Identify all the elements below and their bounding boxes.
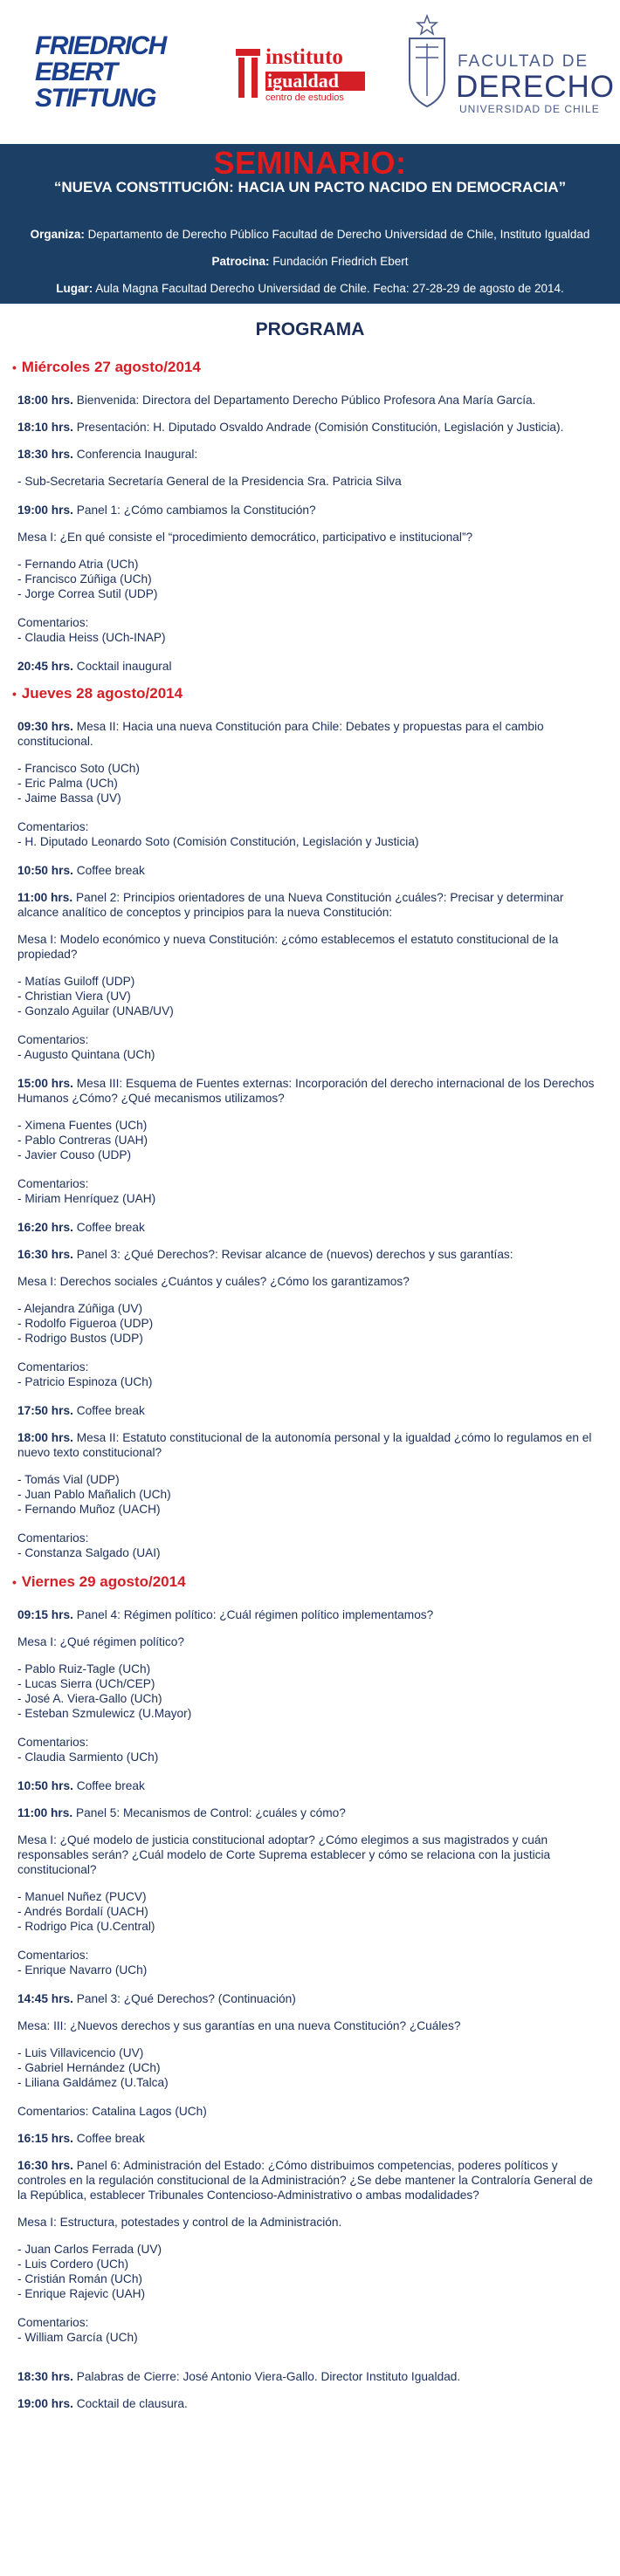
lugar-line: Lugar: Aula Magna Facultad Derecho Universidad de Chile. Fecha: 27-28-29 de agosto de 2014. xyxy=(56,282,564,295)
entry-text: Coffee break xyxy=(72,864,145,877)
speaker-list xyxy=(17,1735,603,1764)
entry-text: Panel 5: Mecanismos de Control: ¿cuáles y cómo? xyxy=(72,1806,346,1819)
list-item: Comentarios: xyxy=(17,1360,89,1374)
program-entry xyxy=(17,1274,603,1289)
entry-text: Mesa I: ¿En qué consiste el “procedimiento democrático, participativo e institucional”? xyxy=(17,531,473,544)
list-item: Comentarios: xyxy=(17,1033,89,1046)
program-entry xyxy=(17,719,603,749)
list-item: - Lucas Sierra (UCh/CEP) xyxy=(17,1677,155,1690)
program-entry xyxy=(17,2158,603,2203)
entry-time: 11:00 hrs. xyxy=(17,1806,73,1819)
list-item: - Matías Guiloff (UDP) xyxy=(17,975,135,988)
list-item: - William García (UCh) xyxy=(17,2331,138,2344)
list-item: - Gabriel Hernández (UCh) xyxy=(17,2061,161,2074)
list-item: - Gonzalo Aguilar (UNAB/UV) xyxy=(17,1004,174,1017)
entry-time: 19:00 hrs. xyxy=(17,504,73,517)
list-item: - Patricio Espinoza (UCh) xyxy=(17,1375,153,1388)
list-item: - Rodolfo Figueroa (UDP) xyxy=(17,1317,154,1330)
program-entry xyxy=(17,1247,603,1262)
entry-time: 11:00 hrs. xyxy=(17,891,73,904)
entry-time: 16:15 hrs. xyxy=(17,2132,73,2145)
program-entry xyxy=(17,2369,603,2384)
day-heading: • Jueves 28 agosto/2014 xyxy=(12,685,183,702)
speaker-list xyxy=(17,615,603,645)
entry-text: Cocktail inaugural xyxy=(72,660,172,673)
list-item: - Augusto Quintana (UCh) xyxy=(17,1048,155,1061)
entry-time: 18:10 hrs. xyxy=(17,421,73,434)
list-item: - Andrés Bordalí (UACH) xyxy=(17,1905,148,1918)
speaker-list xyxy=(17,1661,603,1721)
list-item: Comentarios: xyxy=(17,2316,89,2329)
bullet-icon: • xyxy=(12,1575,20,1589)
program-entry xyxy=(17,1220,603,1235)
entry-text: Presentación: H. Diputado Osvaldo Andrade (Comisión Constitución, Legislación y Justicia). xyxy=(72,421,564,434)
program-entry xyxy=(17,659,603,674)
list-item: - Miriam Henríquez (UAH) xyxy=(17,1192,156,1205)
entry-time: 15:00 hrs. xyxy=(17,1077,73,1090)
list-item: - Enrique Rajevic (UAH) xyxy=(17,2287,146,2300)
program-entry xyxy=(17,420,603,435)
entry-text: Conferencia Inaugural: xyxy=(72,448,198,461)
program-entry xyxy=(17,2131,603,2146)
list-item: - Manuel Nuñez (PUCV) xyxy=(17,1890,147,1903)
entry-text: Panel 6: Administración del Estado: ¿Cómo distribuimos competencias, poderes políticos y controles en la regulación constitucional de la Administración? ¿Se debe mantener la Contraloría General de la República, establecer Tribunales Contencioso-Administrativo o ambas modalidades? xyxy=(17,2159,593,2202)
entry-time: 10:50 hrs. xyxy=(17,864,73,877)
list-item: - Fernando Atria (UCh) xyxy=(17,558,139,571)
facultad-derecho-logo: FACULTAD DE DERECHO UNIVERSIDAD DE CHILE xyxy=(400,12,601,117)
entry-time: 17:50 hrs. xyxy=(17,1404,73,1417)
list-item: - Cristián Román (UCh) xyxy=(17,2272,142,2285)
list-item: - Rodrigo Pica (U.Central) xyxy=(17,1920,155,1933)
list-item: - Jaime Bassa (UV) xyxy=(17,791,121,805)
instituto-igualdad-logo: instituto igualdad centro de estudios xyxy=(231,44,363,105)
speaker-list xyxy=(17,2315,603,2345)
list-item: - Tomás Vial (UDP) xyxy=(17,1473,120,1486)
program-entry xyxy=(17,2018,603,2033)
entry-text: Panel 4: Régimen político: ¿Cuál régimen político implementamos? xyxy=(72,1608,434,1621)
entry-text: Comentarios: Catalina Lagos (UCh) xyxy=(17,2105,207,2118)
list-item: - Enrique Navarro (UCh) xyxy=(17,1963,148,1977)
list-item: - Javier Couso (UDP) xyxy=(17,1148,132,1161)
speaker-list xyxy=(17,1948,603,1977)
entry-text: Mesa II: Hacia una nueva Constitución para Chile: Debates y propuestas para el cambio constitucional. xyxy=(17,720,544,748)
entry-text: Palabras de Cierre: José Antonio Viera-Gallo. Director Instituto Igualdad. xyxy=(72,2370,461,2383)
speaker-list xyxy=(17,1118,603,1162)
speaker-list xyxy=(17,1032,603,1062)
bullet-icon: • xyxy=(12,687,20,701)
spacer xyxy=(17,2359,603,2369)
list-item: - Francisco Zúñiga (UCh) xyxy=(17,572,152,586)
program-entry xyxy=(17,1076,603,1106)
entry-text: Coffee break xyxy=(72,2132,145,2145)
list-item: Comentarios: xyxy=(17,616,89,629)
list-item: - Constanza Salgado (UAI) xyxy=(17,1546,161,1559)
speaker-list xyxy=(17,1889,603,1934)
list-item: - Juan Carlos Ferrada (UV) xyxy=(17,2243,162,2256)
speaker-list xyxy=(17,819,603,849)
organiza-line: Organiza: Departamento de Derecho Público Facultad de Derecho Universidad de Chile, Instituto Igualdad xyxy=(30,228,590,241)
list-item: - José A. Viera-Gallo (UCh) xyxy=(17,1692,162,1705)
entry-time: 18:00 hrs. xyxy=(17,1431,73,1444)
entry-time: 09:30 hrs. xyxy=(17,720,73,733)
entry-time: 09:15 hrs. xyxy=(17,1608,73,1621)
speaker-list xyxy=(17,1176,603,1206)
fes-logo: FRIEDRICH EBERT STIFTUNG xyxy=(35,31,166,113)
entry-time: 10:50 hrs. xyxy=(17,1779,73,1792)
list-item: - Esteban Szmulewicz (U.Mayor) xyxy=(17,1707,192,1720)
program-entry xyxy=(17,890,603,920)
program-entry xyxy=(17,932,603,962)
ii-mark-icon xyxy=(236,49,260,98)
list-item: - Alejandra Zúñiga (UV) xyxy=(17,1302,143,1315)
program-entry xyxy=(17,1634,603,1649)
entry-text: Bienvenida: Directora del Departamento Derecho Público Profesora Ana María García. xyxy=(72,394,536,407)
list-item: - Claudia Sarmiento (UCh) xyxy=(17,1750,159,1764)
list-item: Comentarios: xyxy=(17,1949,89,1962)
seminar-banner xyxy=(0,144,620,304)
speaker-list xyxy=(17,1472,603,1517)
list-item: - Juan Pablo Mañalich (UCh) xyxy=(17,1488,171,1501)
day-heading: • Viernes 29 agosto/2014 xyxy=(12,1573,186,1590)
speaker-list xyxy=(17,557,603,601)
list-item: - H. Diputado Leonardo Soto (Comisión Constitución, Legislación y Justicia) xyxy=(17,835,419,848)
list-item: - Luis Cordero (UCh) xyxy=(17,2257,129,2271)
programa-heading: PROGRAMA xyxy=(255,319,365,339)
entry-text: Mesa I: ¿Qué régimen político? xyxy=(17,1635,184,1648)
program-entry xyxy=(17,863,603,878)
entry-text: Panel 3: ¿Qué Derechos? (Continuación) xyxy=(72,1992,296,2005)
list-item: Comentarios: xyxy=(17,820,89,833)
entry-time: 18:00 hrs. xyxy=(17,394,73,407)
entry-time: 18:30 hrs. xyxy=(17,2370,73,2383)
entry-text: Mesa III: Esquema de Fuentes externas: Incorporación del derecho internacional de los Derechos Humanos ¿Cómo? ¿Qué mecanismos utilizamos? xyxy=(17,1077,595,1105)
list-item: - Pablo Ruiz-Tagle (UCh) xyxy=(17,1662,151,1675)
speaker-list xyxy=(17,2242,603,2301)
entry-text: Mesa I: Derechos sociales ¿Cuántos y cuáles? ¿Cómo los garantizamos? xyxy=(17,1275,410,1288)
list-item: - Ximena Fuentes (UCh) xyxy=(17,1119,148,1132)
entry-text: Mesa II: Estatuto constitucional de la autonomía personal y la igualdad ¿cómo lo regulamos en el nuevo texto constitucional? xyxy=(17,1431,592,1459)
list-item: - Liliana Galdámez (U.Talca) xyxy=(17,2076,169,2089)
program-entry xyxy=(17,393,603,408)
patrocina-line: Patrocina: Fundación Friedrich Ebert xyxy=(211,255,409,268)
entry-text: Panel 1: ¿Cómo cambiamos la Constitución? xyxy=(72,504,316,517)
entry-text: Mesa I: Modelo económico y nueva Constitución: ¿cómo establecemos el estatuto constitucional de la propiedad? xyxy=(17,933,559,961)
program-entry xyxy=(17,1991,603,2006)
list-item: Comentarios: xyxy=(17,1531,89,1545)
entry-text: Coffee break xyxy=(72,1404,145,1417)
entry-time: 14:45 hrs. xyxy=(17,1992,73,2005)
program-entry xyxy=(17,530,603,545)
list-item: - Jorge Correa Sutil (UDP) xyxy=(17,587,158,600)
entry-time: 16:30 hrs. xyxy=(17,2159,73,2172)
seminar-title: SEMINARIO: xyxy=(213,145,407,181)
list-item: Comentarios: xyxy=(17,1736,89,1749)
entry-time: 16:20 hrs. xyxy=(17,1221,73,1234)
entry-text: Mesa: III: ¿Nuevos derechos y sus garantías en una nueva Constitución? ¿Cuáles? xyxy=(17,2019,461,2032)
entry-text: Cocktail de clausura. xyxy=(72,2397,188,2410)
program-content xyxy=(0,360,620,2411)
bullet-icon: • xyxy=(12,360,20,374)
header xyxy=(0,0,620,144)
program-entry xyxy=(17,1778,603,1793)
program-entry xyxy=(17,1607,603,1622)
entry-text: Mesa I: ¿Qué modelo de justicia constitucional adoptar? ¿Cómo elegimos a sus magistrados y cuán responsables serán? ¿Cuál modelo de Corte Suprema establecer y cómo se relaciona con la justicia constitucional? xyxy=(17,1833,551,1876)
list-item: - Eric Palma (UCh) xyxy=(17,777,118,790)
entry-time: 20:45 hrs. xyxy=(17,660,73,673)
uchile-shield-icon xyxy=(405,12,449,108)
list-item: - Pablo Contreras (UAH) xyxy=(17,1134,148,1147)
program-entry xyxy=(17,447,603,462)
list-item: - Christian Viera (UV) xyxy=(17,990,131,1003)
speaker-list xyxy=(17,974,603,1018)
speaker-list xyxy=(17,474,603,489)
entry-text: Coffee break xyxy=(72,1779,145,1792)
entry-text: Panel 3: ¿Qué Derechos?: Revisar alcance de (nuevos) derechos y sus garantías: xyxy=(72,1248,513,1261)
speaker-list xyxy=(17,1360,603,1389)
program-entry xyxy=(17,1833,603,1877)
list-item: - Francisco Soto (UCh) xyxy=(17,762,140,775)
list-item: - Fernando Muñoz (UACH) xyxy=(17,1503,161,1516)
program-entry xyxy=(17,1430,603,1460)
list-item: - Claudia Heiss (UCh-INAP) xyxy=(17,631,166,644)
entry-time: 19:00 hrs. xyxy=(17,2397,73,2410)
program-entry xyxy=(17,2396,603,2411)
program-entry xyxy=(17,1805,603,1820)
list-item: Comentarios: xyxy=(17,1177,89,1190)
list-item: - Rodrigo Bustos (UDP) xyxy=(17,1332,143,1345)
day-heading: • Miércoles 27 agosto/2014 xyxy=(12,359,201,375)
list-item: - Sub-Secretaria Secretaría General de la Presidencia Sra. Patricia Silva xyxy=(17,475,402,488)
entry-text: Panel 2: Principios orientadores de una Nueva Constitución ¿cuáles?: Precisar y determinar alcance analítico de conceptos y principios para la nueva Constitución: xyxy=(17,891,564,919)
speaker-list xyxy=(17,1531,603,1560)
program-entry xyxy=(17,2104,603,2119)
program-entry xyxy=(17,1403,603,1418)
program-entry xyxy=(17,2215,603,2230)
entry-time: 16:30 hrs. xyxy=(17,1248,73,1261)
entry-text: Mesa I: Estructura, potestades y control de la Administración. xyxy=(17,2216,342,2229)
seminar-subtitle: “NUEVA CONSTITUCIÓN: HACIA UN PACTO NACIDO EN DEMOCRACIA” xyxy=(53,179,567,195)
entry-text: Coffee break xyxy=(72,1221,145,1234)
entry-time: 18:30 hrs. xyxy=(17,448,73,461)
speaker-list xyxy=(17,1301,603,1346)
speaker-list xyxy=(17,2045,603,2090)
program-entry xyxy=(17,503,603,517)
list-item: - Luis Villavicencio (UV) xyxy=(17,2046,144,2059)
speaker-list xyxy=(17,761,603,805)
